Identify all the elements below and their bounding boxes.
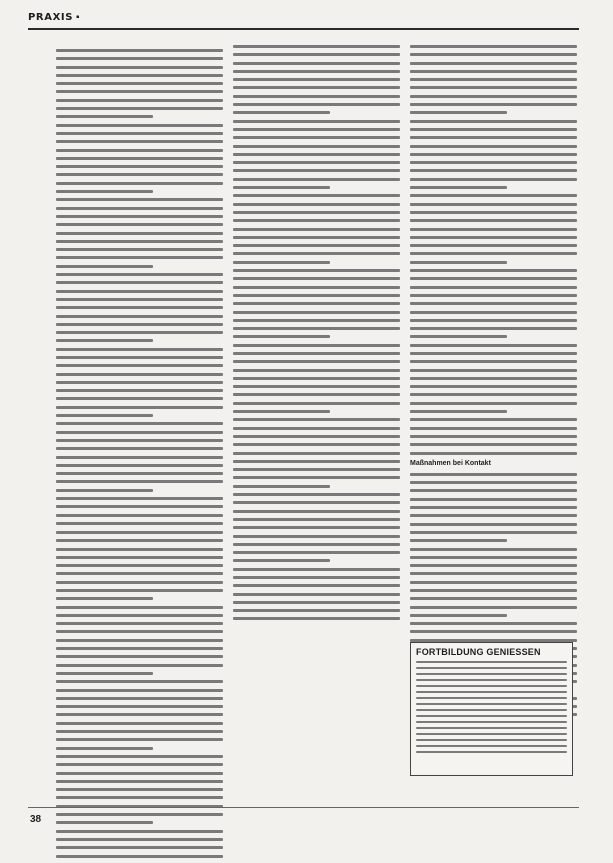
- text-line: [410, 402, 577, 405]
- text-line: [233, 53, 400, 56]
- text-line: [410, 393, 577, 396]
- text-line: [410, 385, 577, 388]
- text-line: [233, 476, 400, 479]
- text-line: [416, 691, 567, 693]
- text-line: [233, 617, 400, 620]
- text-line: [233, 45, 400, 48]
- text-line: [56, 447, 223, 450]
- text-line: [416, 745, 567, 747]
- text-line: [416, 733, 567, 735]
- text-line: [56, 256, 223, 259]
- text-line: [56, 223, 223, 226]
- text-line: [233, 418, 400, 421]
- text-line: [233, 360, 400, 363]
- text-line: [416, 739, 567, 741]
- text-line: [233, 277, 400, 280]
- text-line: [410, 514, 577, 517]
- text-line: [233, 468, 400, 471]
- text-line: [410, 128, 577, 131]
- text-line: [416, 751, 567, 753]
- text-line: [410, 427, 577, 430]
- text-line: [233, 609, 400, 612]
- text-line: [56, 464, 223, 467]
- text-line: [233, 78, 400, 81]
- text-line: [410, 95, 577, 98]
- text-line: [410, 103, 577, 106]
- text-line: [233, 393, 400, 396]
- text-line: [56, 713, 223, 716]
- text-line: [56, 107, 223, 110]
- text-line: [56, 730, 223, 733]
- text-line: [410, 219, 577, 222]
- text-line: [56, 531, 223, 534]
- text-line: [56, 664, 223, 667]
- text-line: [56, 364, 223, 367]
- text-line: [233, 319, 400, 322]
- text-line: [410, 531, 577, 534]
- text-line: [410, 418, 577, 421]
- text-line: [56, 689, 223, 692]
- text-line: [56, 472, 223, 475]
- text-line: [56, 639, 223, 642]
- text-line: [410, 435, 577, 438]
- text-line: [233, 111, 330, 114]
- text-line: [56, 49, 223, 52]
- text-line: [233, 584, 400, 587]
- text-line: [410, 614, 507, 617]
- text-line: [56, 556, 223, 559]
- text-line: [56, 57, 223, 60]
- text-line: [416, 685, 567, 687]
- text-line: [410, 327, 577, 330]
- text-line: [410, 286, 577, 289]
- text-line: [410, 572, 577, 575]
- text-line: [233, 369, 400, 372]
- text-line: [410, 452, 577, 455]
- text-line: [233, 568, 400, 571]
- text-line: [416, 673, 567, 675]
- text-line: [416, 709, 567, 711]
- text-line: [410, 548, 577, 551]
- text-line: [233, 576, 400, 579]
- text-line: [410, 311, 577, 314]
- text-line: [410, 186, 507, 189]
- column-1-paragraph-lines: [56, 49, 223, 525]
- text-line: [56, 290, 223, 293]
- section-label: PRAXIS: [28, 12, 74, 23]
- text-line: [233, 510, 400, 513]
- text-line: [56, 397, 223, 400]
- text-line: [410, 203, 577, 206]
- text-line: [233, 601, 400, 604]
- text-line: [233, 128, 400, 131]
- text-line: [56, 356, 223, 359]
- text-line: [233, 593, 400, 596]
- text-line: [410, 597, 577, 600]
- text-line: [56, 606, 223, 609]
- text-line: [410, 606, 577, 609]
- text-line: [233, 145, 400, 148]
- text-line: [56, 66, 223, 69]
- text-line: [56, 406, 223, 409]
- text-line: [233, 311, 400, 314]
- text-line: [410, 45, 577, 48]
- text-line: [410, 111, 507, 114]
- text-line: [56, 331, 223, 334]
- text-line: [56, 539, 223, 542]
- text-line: [233, 443, 400, 446]
- footer-rule: [28, 807, 579, 808]
- text-line: [233, 302, 400, 305]
- text-line: [233, 385, 400, 388]
- text-line: [410, 360, 577, 363]
- text-line: [56, 182, 223, 185]
- text-line: [233, 178, 400, 181]
- text-line: [233, 402, 400, 405]
- text-line: [410, 62, 577, 65]
- text-line: [56, 132, 223, 135]
- header-rule: [28, 28, 579, 30]
- text-line: [410, 244, 577, 247]
- text-line: [410, 178, 577, 181]
- text-line: [410, 589, 577, 592]
- text-line: [410, 352, 577, 355]
- text-line: [410, 377, 577, 380]
- text-line: [56, 348, 223, 351]
- advertisement-body-lines: [416, 661, 567, 753]
- text-line: [410, 120, 577, 123]
- text-line: [416, 679, 567, 681]
- text-line: [410, 556, 577, 559]
- text-line: [56, 82, 223, 85]
- text-line: [56, 190, 153, 193]
- text-line: [56, 622, 223, 625]
- text-line: [233, 211, 400, 214]
- text-line: [233, 136, 400, 139]
- text-line: [56, 838, 223, 841]
- text-line: [56, 389, 223, 392]
- text-line: [56, 115, 153, 118]
- text-line: [233, 219, 400, 222]
- text-line: [56, 74, 223, 77]
- text-line: [233, 186, 330, 189]
- text-line: [56, 240, 223, 243]
- text-line: [56, 788, 223, 791]
- text-line: [233, 153, 400, 156]
- text-line: [410, 410, 507, 413]
- text-line: [56, 497, 223, 500]
- text-line: [410, 498, 577, 501]
- text-line: [56, 564, 223, 567]
- text-line: [56, 339, 153, 342]
- text-line: [416, 661, 567, 663]
- text-line: [233, 435, 400, 438]
- text-line: [233, 86, 400, 89]
- text-line: [410, 78, 577, 81]
- text-line: [410, 153, 577, 156]
- text-line: [56, 548, 223, 551]
- text-line: [56, 796, 223, 799]
- text-line: [410, 145, 577, 148]
- text-line: [410, 294, 577, 297]
- text-line: [56, 173, 223, 176]
- text-line: [56, 647, 223, 650]
- text-line: [56, 572, 223, 575]
- text-line: [56, 306, 223, 309]
- text-line: [56, 207, 223, 210]
- text-line: [56, 281, 223, 284]
- text-line: [56, 855, 223, 858]
- text-line: [56, 215, 223, 218]
- text-line: [410, 211, 577, 214]
- text-line: [233, 485, 330, 488]
- text-line: [56, 298, 223, 301]
- text-line: [56, 373, 223, 376]
- text-line: [233, 70, 400, 73]
- text-line: [56, 456, 223, 459]
- text-line: [416, 703, 567, 705]
- text-line: [233, 261, 330, 264]
- text-line: [410, 252, 577, 255]
- text-line: [410, 369, 577, 372]
- text-line: [416, 721, 567, 723]
- text-line: [56, 630, 223, 633]
- text-line: [233, 493, 400, 496]
- text-line: [56, 431, 223, 434]
- text-line: [416, 727, 567, 729]
- text-line: [233, 244, 400, 247]
- text-line: [233, 352, 400, 355]
- column-1-lines-after-heading: [56, 531, 223, 858]
- text-line: [233, 452, 400, 455]
- text-line: [410, 269, 577, 272]
- text-column-2: [233, 45, 400, 626]
- text-line: [410, 228, 577, 231]
- text-line: [233, 377, 400, 380]
- text-line: [56, 124, 223, 127]
- text-line: [410, 169, 577, 172]
- text-line: [233, 543, 400, 546]
- text-line: [410, 194, 577, 197]
- text-line: [416, 715, 567, 717]
- text-line: [56, 697, 223, 700]
- text-line: [56, 248, 223, 251]
- text-line: [410, 86, 577, 89]
- text-line: [56, 489, 153, 492]
- text-line: [233, 327, 400, 330]
- text-line: [410, 236, 577, 239]
- text-line: [56, 672, 153, 675]
- header-marker: ▪: [76, 12, 80, 23]
- text-line: [410, 302, 577, 305]
- text-line: [233, 526, 400, 529]
- text-line: [56, 830, 223, 833]
- text-line: [410, 344, 577, 347]
- text-line: [56, 755, 223, 758]
- text-line: [56, 821, 153, 824]
- page-header: [28, 12, 80, 23]
- text-column-1: [56, 45, 223, 863]
- text-line: [410, 277, 577, 280]
- text-line: [56, 505, 223, 508]
- text-line: [410, 481, 577, 484]
- text-line: [233, 501, 400, 504]
- text-line: [56, 780, 223, 783]
- text-line: [233, 335, 330, 338]
- text-line: [233, 95, 400, 98]
- text-line: [56, 772, 223, 775]
- text-line: [56, 597, 153, 600]
- text-line: [233, 344, 400, 347]
- text-line: [56, 273, 223, 276]
- text-line: [233, 169, 400, 172]
- text-line: [56, 705, 223, 708]
- text-line: [56, 813, 223, 816]
- text-line: [56, 99, 223, 102]
- text-line: [56, 439, 223, 442]
- text-line: [56, 680, 223, 683]
- text-line: [56, 422, 223, 425]
- text-line: [56, 265, 153, 268]
- section-heading-massnahmen: Maßnahmen bei Kontakt: [410, 459, 491, 467]
- advertisement-box: [410, 642, 573, 776]
- text-line: [233, 161, 400, 164]
- text-line: [233, 236, 400, 239]
- text-line: [56, 747, 153, 750]
- text-line: [410, 539, 507, 542]
- text-line: [416, 697, 567, 699]
- text-line: [410, 630, 577, 633]
- text-line: [233, 460, 400, 463]
- text-line: [233, 410, 330, 413]
- text-line: [233, 535, 400, 538]
- text-line: [233, 194, 400, 197]
- text-line: [56, 90, 223, 93]
- text-line: [56, 198, 223, 201]
- text-line: [233, 62, 400, 65]
- text-line: [56, 165, 223, 168]
- text-line: [233, 518, 400, 521]
- text-line: [56, 522, 223, 525]
- text-line: [410, 335, 507, 338]
- text-line: [410, 53, 577, 56]
- page-number: 38: [30, 814, 42, 825]
- text-line: [56, 614, 223, 617]
- text-line: [56, 232, 223, 235]
- column-2-paragraph-lines: [233, 45, 400, 620]
- text-line: [233, 559, 330, 562]
- text-line: [410, 319, 577, 322]
- text-line: [410, 136, 577, 139]
- text-line: [56, 315, 223, 318]
- text-line: [56, 414, 153, 417]
- text-line: [56, 157, 223, 160]
- text-line: [56, 738, 223, 741]
- text-line: [56, 514, 223, 517]
- text-line: [233, 286, 400, 289]
- text-line: [410, 622, 577, 625]
- text-line: [56, 581, 223, 584]
- text-line: [410, 489, 577, 492]
- text-line: [410, 70, 577, 73]
- text-line: [410, 473, 577, 476]
- text-line: [56, 323, 223, 326]
- text-line: [56, 149, 223, 152]
- text-line: [56, 589, 223, 592]
- text-line: [410, 523, 577, 526]
- text-line: [233, 252, 400, 255]
- text-line: [233, 294, 400, 297]
- text-line: [56, 381, 223, 384]
- text-line: [233, 269, 400, 272]
- text-line: [56, 140, 223, 143]
- text-line: [56, 763, 223, 766]
- text-line: [233, 551, 400, 554]
- text-line: [56, 655, 223, 658]
- text-line: [56, 722, 223, 725]
- text-line: [410, 161, 577, 164]
- text-line: [416, 667, 567, 669]
- text-line: [233, 228, 400, 231]
- text-line: [410, 564, 577, 567]
- text-line: [233, 103, 400, 106]
- text-line: [56, 480, 223, 483]
- text-line: [410, 581, 577, 584]
- text-column-3: [410, 45, 577, 722]
- text-line: [410, 443, 577, 446]
- text-line: [410, 261, 507, 264]
- advertisement-title: FORTBILDUNG GENIESSEN: [416, 647, 541, 657]
- text-line: [233, 427, 400, 430]
- text-line: [410, 506, 577, 509]
- column-3-paragraph-lines: [410, 45, 577, 455]
- text-line: [233, 120, 400, 123]
- text-line: [233, 203, 400, 206]
